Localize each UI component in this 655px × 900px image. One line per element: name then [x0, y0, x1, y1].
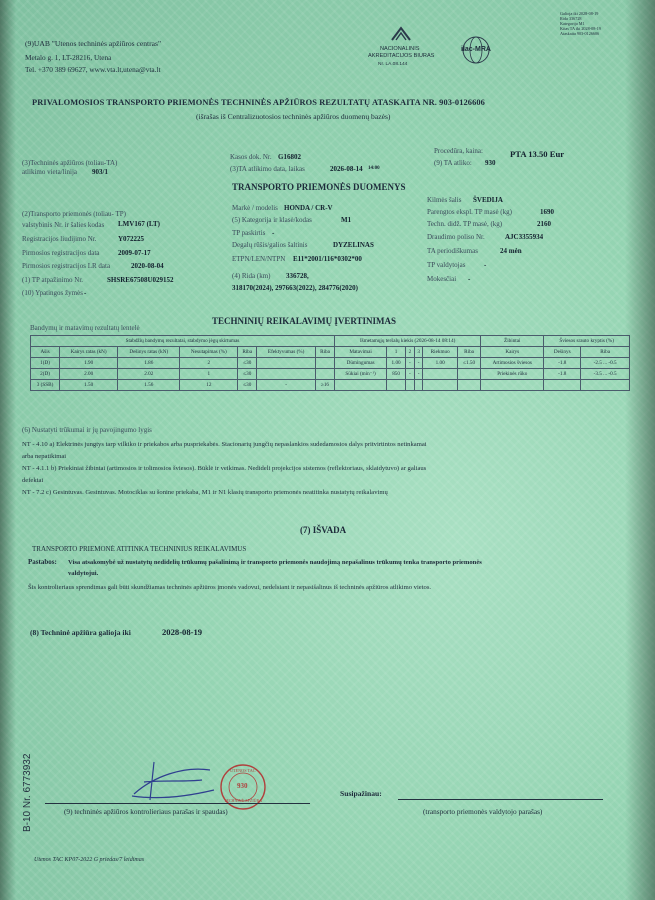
defect-2-cont: defektai [22, 477, 44, 484]
table-row [31, 369, 630, 380]
table-cell: -3.5 ... -0.5 [581, 369, 630, 380]
table-cell: -1.8 [544, 358, 581, 369]
performed-value: 930 [485, 159, 496, 167]
table-cell: 12 [180, 380, 238, 391]
table-cell: Dūmingumas [335, 358, 387, 369]
table-cell [581, 380, 630, 391]
cash-value: G16802 [278, 153, 301, 161]
validity-value: 2028-08-19 [162, 627, 203, 637]
defect-2: NT - 4.1.1 b) Priekiniai žibintai (artimosios ir tolimosios šviesos). Būklė ir veikimas. Nedideli projekcijos sistemos (reflektoriaus, sklaidytuvo) ar galiaus [22, 465, 427, 472]
mass-value: 1690 [540, 208, 554, 216]
table-cell: 1.00 [387, 358, 406, 369]
validity-label: (8) Techninė apžiūra galioja iki [30, 628, 131, 637]
origin-value: ŠVEDIJA [473, 196, 503, 204]
table-cell [387, 380, 406, 391]
table-row [31, 380, 630, 391]
tax-label: Mokesčiai [427, 275, 457, 283]
table-cell: 3 [414, 347, 423, 358]
table-cell: Riba [238, 347, 257, 358]
appeal-note: Šis kontrolieriaus sprendimas gali būti skundžiamas techninės apžiūros įmonės vadovui, nedelsiant ir nepasišalinus iš techninės apžiūros atlikimo vietos. [28, 584, 432, 591]
table-cell: 2 [180, 358, 238, 369]
inspector-signature-caption: (9) techninės apžiūros kontrolieriaus parašas ir spaudas) [64, 807, 228, 816]
table-cell: ≤30 [238, 369, 257, 380]
maxmass-label: Techn. didž. TP masė, (kg) [427, 220, 503, 228]
date-value: 2026-08-14 [330, 165, 363, 173]
odometer-value: 336728, [286, 272, 309, 280]
acknowledge-label: Susipažinau: [340, 789, 382, 798]
tp-label: TP paskirtis [232, 229, 266, 237]
notes-label: Pastabos: [28, 558, 57, 566]
conclusion-title: (7) IŠVADA [300, 525, 347, 535]
table-cell: Priekinės rūko [481, 369, 544, 380]
table-cell: Efektyvumas (%) [257, 347, 316, 358]
center-contacts: Tel. +370 389 69627, www.vta.lt,utena@vta.lt [25, 65, 161, 74]
owner-signature-line [398, 799, 603, 800]
tech-section-title: TECHNINIŲ REIKALAVIMŲ ĮVERTINIMAS [212, 316, 397, 326]
table-header-row [31, 336, 630, 347]
table-cell: 3 (SSB) [31, 380, 60, 391]
table-cell: Kairys [481, 347, 544, 358]
table-cell: Dešinys ratas (kN) [118, 347, 180, 358]
center-address: Metalo g. 1, LT-28216, Utena [25, 53, 112, 62]
station-label-1: (3)Techninės apžiūros (toliau-TA) [22, 159, 118, 167]
fuel-label: Degalų rūšis/galios šaltinis [232, 241, 308, 249]
table-cell [414, 380, 423, 391]
table-cell [423, 380, 457, 391]
mass-label: Parengtos ekspl. TP masė (kg) [427, 208, 512, 216]
table-cell: - [414, 358, 423, 369]
time-value: 14:00 [368, 166, 380, 171]
topright-line-4: Kitas TA iki 2028-08-19 [560, 26, 601, 31]
form-serial-number: B-10 Nr. 6773932 [22, 753, 33, 832]
topright-line-2: Rida 336728 [560, 16, 582, 21]
cert-value: Y072225 [118, 235, 145, 243]
etpn-value: E11*2001/116*0302*00 [293, 255, 362, 263]
notes-line-1: Visa atsakomybė už nustatytų nedidelių trūkumų pašalinimą ir transporto priemonės naudojimą nepašalinus trūkumų tenka transporto priemonės [68, 559, 482, 566]
performed-label: (9) TA atliko: [434, 159, 472, 167]
inspection-stamp [218, 762, 268, 812]
table-cell [544, 380, 581, 391]
ilac-text: ilac-MRA [461, 46, 491, 53]
defect-1-cont: arba nepatikimai [22, 453, 67, 460]
center-name: (9)UAB "Utenos techninės apžiūros centras" [25, 39, 162, 48]
logo-number: Nr. LA.08.144 [378, 62, 408, 67]
table-cell: Ašis [31, 347, 60, 358]
table-cell [481, 380, 544, 391]
table-cell: - [406, 358, 415, 369]
table-cell: -1.8 [544, 369, 581, 380]
maxmass-value: 2160 [537, 220, 551, 228]
stamp-text-3: TECHNINĖ APŽIŪRA [224, 798, 263, 803]
defects-level-label: (6) Nustatyti trūkumai ir jų pavojingumo lygis [22, 426, 152, 434]
defect-1: NT - 4.10 a) Elektrinės jungtys tarp vilkiko ir priekabos arba puspriekabės. Stacionarių jungčių nepaslankios sudedamosios dalys pritvirtintos netinkamai [22, 441, 427, 448]
odometer-label: (4) Rida (km) [232, 272, 271, 280]
table-row [31, 358, 630, 369]
inspector-signature-line [45, 803, 310, 804]
form-note: Utenos TAC KP07-2022 G priedas/7 leidimas [34, 857, 145, 863]
defect-3: NT - 7.2 c) Gesintuvas. Gesintuvas. Motociklas su šonine priekaba, M1 ir N1 klasių transporto priemonės neatitinka nustatytų reikalavimų [22, 489, 388, 496]
accreditation-logo [362, 22, 440, 70]
table-cell: 1.00 [423, 358, 457, 369]
table-cell: Riekmuo [423, 347, 457, 358]
category-value: M1 [341, 216, 352, 224]
report-title: PRIVALOMOSIOS TRANSPORTO PRIEMONĖS TECHNINĖS APŽIŪROS REZULTATŲ ATASKAITA NR. 903-0126606 [32, 98, 485, 107]
table-cell: ≤1.50 [457, 358, 480, 369]
lt-reg-label: Pirmosios registracijos LR data [22, 262, 111, 270]
results-table [30, 335, 630, 391]
vin-value: SHSRE67508U029152 [107, 276, 174, 284]
odometer-history: 318170(2024), 297663(2022), 284776(2020) [232, 284, 358, 292]
table-caption: Bandymų ir matavimų rezultatų lentelė [30, 324, 140, 332]
etpn-label: ETPN/LEN/NTPN [232, 255, 286, 263]
table-cell: 1.56 [118, 380, 180, 391]
brakes-header: Stabdžių bandymų rezultatai, stabdymo jėgų skirtumas [31, 336, 335, 347]
lights-header: Žibintai [481, 336, 544, 347]
insurance-label: Draudimo poliso Nr. [427, 233, 485, 241]
table-cell [457, 369, 480, 380]
alignment-header: Šviesos srauto kryptis (%) [544, 336, 630, 347]
table-cell: Kairys ratas (kN) [60, 347, 118, 358]
table-cell: - [257, 380, 316, 391]
table-cell: 1 [387, 347, 406, 358]
stamp-text-2: 930 [237, 782, 248, 790]
period-label: TA periodiškumas [427, 247, 478, 255]
station-value: 903/1 [92, 168, 108, 176]
ilac-logo [452, 34, 500, 66]
date-label: (3)TA atlikimo data, laikas [230, 165, 305, 173]
vin-label: (1) TP atpažinimo Nr. [22, 276, 84, 284]
price-label: Procedūra, kaina: [434, 147, 483, 155]
table-cell: - [414, 369, 423, 380]
table-cell: 2.00 [60, 369, 118, 380]
insurance-value: AJC3355934 [505, 233, 544, 241]
table-cell: 1 [180, 369, 238, 380]
owner-label: TP valdytojas [427, 261, 466, 269]
table-cell: ≥16 [315, 380, 334, 391]
tp-value: - [272, 229, 275, 237]
tax-value: - [468, 275, 471, 283]
stamp-text-1: UTENOS TAC [230, 768, 256, 773]
lt-reg-value: 2020-08-04 [131, 262, 164, 270]
table-cell [335, 380, 387, 391]
table-cell: Riba [457, 347, 480, 358]
table-row [31, 347, 630, 358]
cert-label: Registracijos liudijimo Nr. [22, 235, 97, 243]
station-label-2: atlikimo vieta/linija [22, 168, 78, 176]
topright-line-5: Ataskaita 903-0126606 [560, 31, 600, 36]
table-cell [315, 358, 334, 369]
fuel-value: DYZELINAS [333, 241, 374, 249]
table-cell: ≤30 [238, 358, 257, 369]
period-value: 24 mėn [500, 247, 522, 255]
table-cell [257, 369, 316, 380]
table-cell: 2.02 [118, 369, 180, 380]
make-value: HONDA / CR-V [284, 204, 333, 212]
vehicle-section-title: TRANSPORTO PRIEMONĖS DUOMENYS [232, 182, 406, 192]
table-cell: 1.90 [60, 358, 118, 369]
table-cell [406, 380, 415, 391]
page-fold-shadow-left [0, 0, 16, 900]
table-cell: Sūkiai (min⁻¹) [335, 369, 387, 380]
table-cell: 1(D) [31, 358, 60, 369]
table-cell [423, 369, 457, 380]
report-subtitle: (išrašas iš Centralizuotosios techninės apžiūros duomenų bazės) [196, 112, 391, 121]
first-reg-label: Pirmosios registracijos data [22, 249, 100, 257]
table-cell: 1.86 [118, 358, 180, 369]
notes-line-2: valdytojui. [68, 570, 99, 577]
reg-label-1: (2)Transporto priemonės (toliau- TP) [22, 210, 127, 218]
table-cell: 850 [387, 369, 406, 380]
owner-signature-caption: (transporto priemonės valdytojo parašas) [423, 807, 543, 816]
table-cell: - [406, 369, 415, 380]
table-cell [315, 369, 334, 380]
table-cell: Riba [315, 347, 334, 358]
table-cell: 2 [406, 347, 415, 358]
table-cell: 1.50 [60, 380, 118, 391]
conclusion-result: TRANSPORTO PRIEMONĖ ATITINKA TECHNINIUS REIKALAVIMUS [32, 545, 247, 553]
signature-scribble-icon [114, 756, 224, 806]
topright-line-1: Galioja iki 2028-08-19 [560, 11, 599, 16]
reg-label-2: valstybinis Nr. ir šalies kodas [22, 221, 105, 229]
table-cell [457, 380, 480, 391]
logo-nat-line1: NACIONALINIS [380, 46, 420, 52]
table-cell: ≤30 [238, 380, 257, 391]
page-fold-shadow-right [625, 0, 655, 900]
special-value: - [84, 289, 87, 297]
first-reg-value: 2009-07-17 [118, 249, 151, 257]
logo-nat-line2: AKREDITACIJOS BIURAS [368, 53, 435, 59]
inspector-signature [114, 756, 224, 806]
table-cell: Riba [581, 347, 630, 358]
cash-label: Kasos dok. Nr. [230, 153, 272, 161]
table-cell: Matavimai [335, 347, 387, 358]
table-cell: 2(D) [31, 369, 60, 380]
owner-value: - [484, 261, 487, 269]
special-label: (10) Ypatingos žymės [22, 289, 83, 297]
origin-label: Kilmės šalis [427, 196, 462, 204]
reg-value: LMV167 (LT) [118, 220, 160, 228]
table-cell [257, 358, 316, 369]
emissions-header: Išmetamųjų teršalų kiekis (2026-08-14 08:14) [335, 336, 481, 347]
table-cell: Nesutapimas (%) [180, 347, 238, 358]
price-value: PTA 13.50 Eur [510, 149, 565, 159]
table-cell: Dešinys [544, 347, 581, 358]
table-cell: -2.5 ... -0.5 [581, 358, 630, 369]
table-cell: Artimosios šviesos [481, 358, 544, 369]
topright-line-3: Kategorija M1 [560, 21, 585, 26]
category-label: (5) Kategorija ir klasė/kodas [232, 216, 312, 224]
make-label: Markė / modelis [232, 204, 278, 212]
